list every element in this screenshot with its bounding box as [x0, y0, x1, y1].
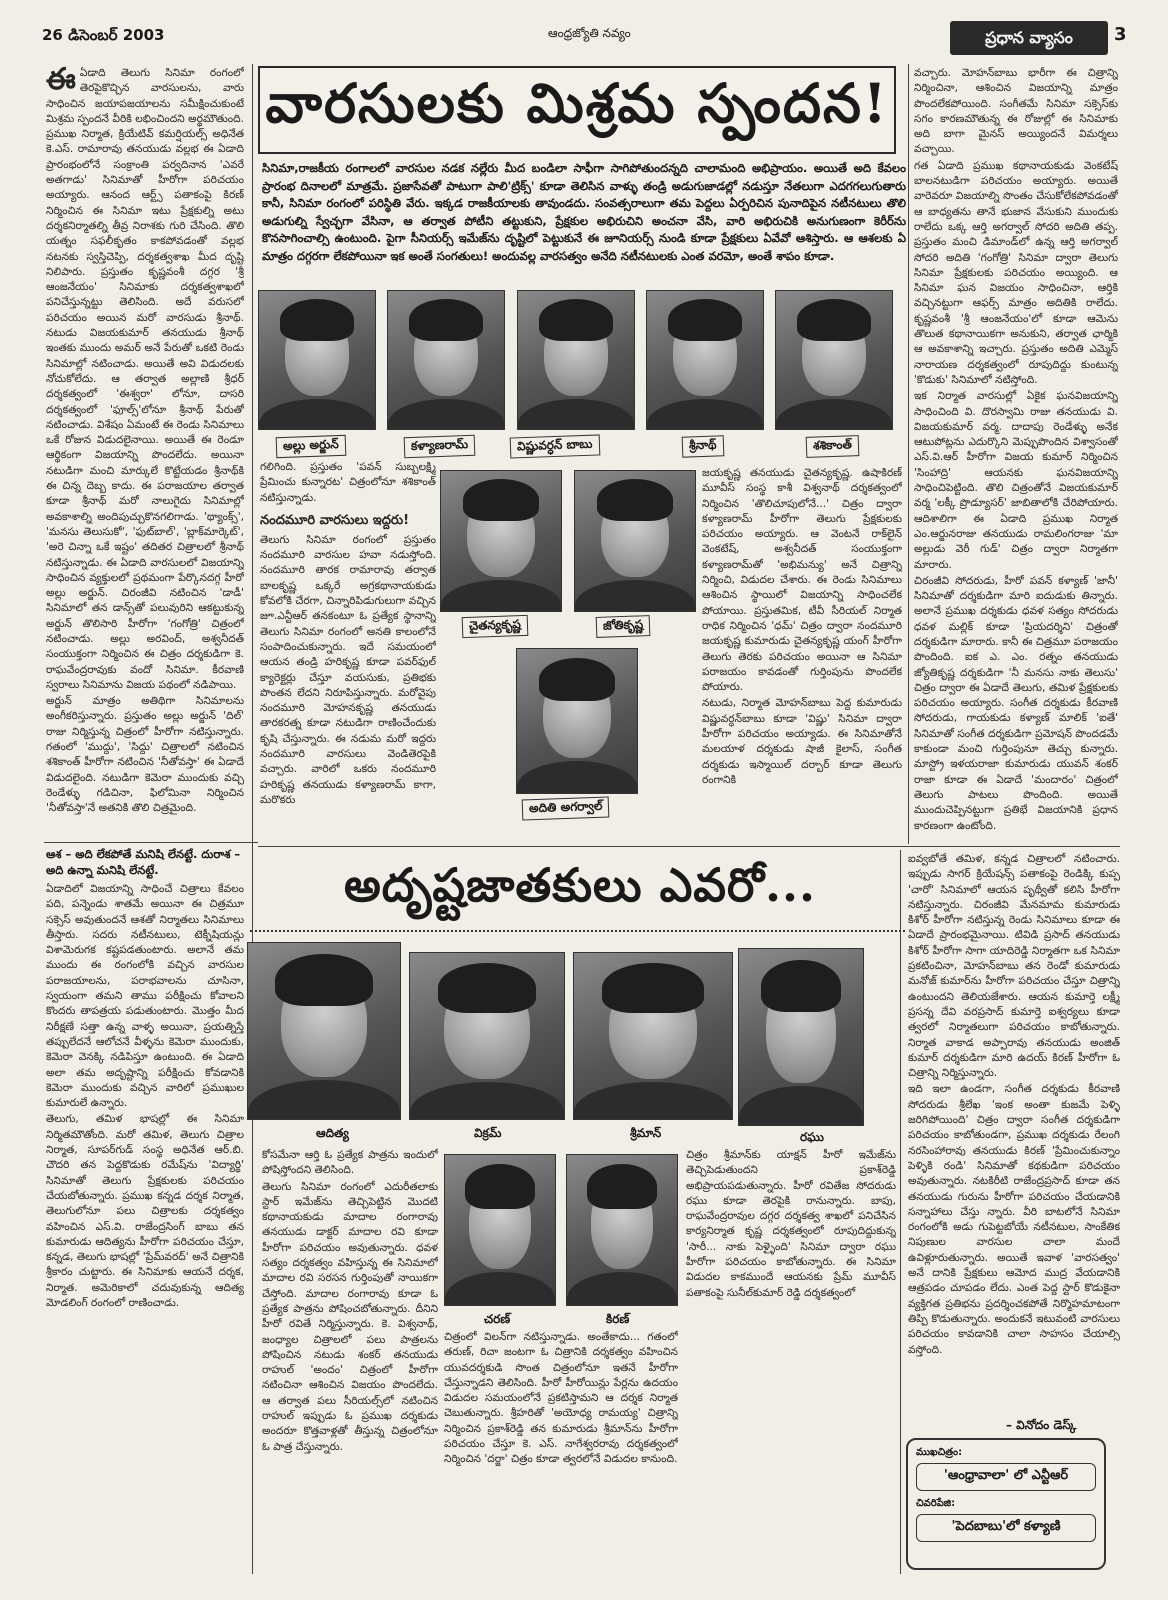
right-column — [914, 66, 1118, 842]
caption-sriman: శ్రీమాన్ — [630, 1126, 662, 1140]
middle-left-para-1: గలిగింది. ప్రస్తుతం 'పవన్ సుబ్బలక్ష్మి ప్రేమించు కున్నారట' చిత్రంలోనూ శశికాంత్ నటిస్తున్నాడు. — [260, 461, 436, 504]
photo-vikram — [409, 952, 565, 1120]
right-para-2: గత ఏడాది ప్రముఖ కథానాయకుడు వెంకటేష్ బాలనటుడిగా పరిచయం అయ్యారు. అయితే వారెవరూ విజయాల్ని సొంతం చేసుకోలేకపోవడంతో ఆ బాధ్యతను తానే భుజాన వేసుకుని ముందుకు రాలేదు ఒక్క ఆర్తి అగర్వాల్ సోదరి అదితి తప్ప. ప్రస్తుతం మంచి డిమాండ్‌లో ఉన్న ఆర్తి అగర్వాల్ సోదరి అదితి 'గంగోత్రి' సినిమా ద్వారా తెలుగు సినిమా ప్రేక్షకులకు పరిచయం అయ్యింది. ఆ సినిమా ఘన విజయం సాధించినా, ఆర్తికి వచ్చినట్టుగా ఆఫర్స్ మాత్రం అదితికి రాలేదు. కృష్ణవంశీ 'శ్రీ ఆంజనేయం'లో కూడా ఆమెను తొలుత కథానాయికగా అనుకుని, తర్వాత ఛార్మికి ఆ అవకాశాన్ని ఇచ్చారు. ప్రస్తుతం అదితి ఎమ్మెస్ నారాయణ దర్శకత్వంలో రూపుదిద్దు కుంటున్న 'కొడుకు' సినిమాలో నటిస్తోంది. — [914, 159, 1118, 386]
middle-right-para-2: నటుడు, నిర్మాత మోహన్‌బాబు పెద్ద కుమారుడు విష్ణువర్ధన్‌బాబు కూడా 'విష్ణు' సినిమా ద్వారా హీరోగా పరిచయం అయ్యాడు. ఈ సినిమాతోనే మలయాళ దర్శకుడు షాజీ కైలాస్, సంగీత దర్శకుడు ఇస్మాయిల్ దర్బార్ కూడా తెలుగు రంగానికి — [702, 697, 902, 786]
bottom-right-column — [908, 852, 1120, 1412]
second-headline: అదృష్టజాతకులు ఎవరో... — [343, 858, 816, 912]
photo-sriman — [573, 952, 733, 1120]
middle-left-column — [260, 460, 436, 838]
page-header — [38, 24, 1138, 46]
left-divider — [44, 842, 258, 843]
photo-kiran — [566, 1154, 678, 1306]
caption-charan: చరణ్ — [484, 1312, 511, 1326]
boxout-title-lastpage: 'పెదబాబు'లో కళ్యాణి — [916, 1514, 1096, 1542]
caption-allu-arjun: అల్లు అర్జున్ — [276, 435, 346, 458]
photo-vishnuvardhan — [517, 290, 635, 430]
publication-name: ఆంధ్రజ్యోతి నవ్యం — [548, 26, 631, 40]
section-title: ప్రధాన వ్యాసం — [950, 21, 1108, 55]
boxout-label-cover: ముఖచిత్రం: — [916, 1447, 963, 1458]
byline-signature: – వినోదం డెస్క్ — [1006, 1418, 1077, 1432]
right-para-4: చిరంజీవి సోదరుడు, హీరో పవన్ కళ్యాణ్ 'జానీ' సినిమాతో దర్శకుడిగా మారి ఐదుడుకు తిన్నారు. అలానే ప్రముఖ దర్శకుడు ధవళ సత్యం సోదరుడు ధవళ మల్లిక్ కూడా 'ప్రియదర్శిని' చిత్రంతో దర్శకుడిగా మారారు. కానీ ఈ చిత్రమూ పరాజయం పొందింది. ఐక ఎ. ఎం. రత్నం తనయుడు జ్యోతికృష్ణ దర్శకుడిగా 'నీ మనసు నాకు తెలుసు' చిత్రం ద్వారా ఈ ఏడాదే తెలుగు, తమిళ ప్రేక్షకులకు పరిచయం అయ్యారు. సంగీత దర్శకుడు కీరవాణి సోదరుడు, గాయకుడు కళ్యాణ్ మాలిక్ 'ఐతే' సినిమాతో సంగీత దర్శకుడిగా ప్రమోషన్ పొందడమే కాకుండా మంచి గుర్తింపునూ తెచ్చు కున్నారు. మాస్ట్రో ఇళయరాజా కుమారుడు యువన్ శంకర్ రాజా కూడా ఈ ఏడాదే 'మందారం' చిత్రంలో తెలుగు పాటలు పొందింది. అయితే ముందుచెప్పినట్టుగా ప్రతిభే విజయానికి ప్రధాన కారణంగా ఉంటోంది. — [914, 574, 1118, 832]
bottom-center-column — [444, 1330, 678, 1568]
left-column-top — [46, 66, 244, 840]
caption-kalyanram: కళ్యాణరామ్ — [404, 435, 476, 458]
right-para-3: ఇక నిర్మాత వారసుల్లో ఏకైక ఘనవిజయాన్ని సాధించింది వి. దొరస్వామి రాజు తనయుడు వి. విజయకుమార్ వర్మ. దాదాపు రెండేళ్ళు అనేక ఆటుపోట్లను ఎదుర్కొని మెప్పుపొందిన విశ్వాసంతో ఎస్.వి.ఆర్ హీరోగా విజయ కుమార్ నిర్మించిన 'సింహాద్రి' ఆయనకు ఘనవిజయాన్ని సాధించిపెట్టింది. తొలి చిత్రంతోనే విజయకుమార్ వర్మ 'లక్కీ ప్రొడ్యూసర్' జాబితాలోకి చేరిపోయారు. ఆదిశాలిగా ఈ ఏడాది ప్రముఖ నిర్మాత ఎం.ఆర్జునరాజు తనయుడు రామలింగరాజు 'మా అల్లుడు వెరీ గుడ్' చిత్రం ద్వారా నిర్మాతగా మారారు. — [914, 390, 1118, 571]
left-subhead: ఆశ – అది లేకపోతే మనిషి లేనట్టే. దురాశ – అది ఉన్నా మనిషి లేనట్టే. — [46, 847, 241, 877]
photo-sasikanth — [775, 290, 893, 430]
photo-srinath — [646, 290, 764, 430]
caption-chaitanyakrishna: చైతన్యకృష్ణ — [462, 615, 529, 638]
photo-chaitanyakrishna — [440, 470, 562, 612]
caption-aditi-agarwal: అదితి అగర్వాల్ — [522, 796, 610, 820]
photo-aditi-agarwal — [516, 648, 638, 794]
photo-allu-arjun — [258, 290, 376, 430]
bottom-right-para-2: ఇది ఇలా ఉండగా, సంగీత దర్శకుడు కీరవాణి సోదరుడు శ్రీలేఖ 'ఇంక అంతా కుజమే పెళ్ళి జరిగిపోయింది' చిత్రం ద్వారా సంగీత దర్శకుడిగా పరిచయం కాబోతుండగా, ప్రముఖ దర్శకుడు రేలంగి నరసింహారావు తనయుడు కిరణ్ 'ప్రేమించుకున్నాం పెళ్ళికి రండి' సినిమాతో కథకుడిగా పరిచయం అవుతున్నారు. నటకిరీటి రాజేంద్రప్రసాద్ కూడా తన తనయుడు గురును హీరోగా పరిచయం చేయడానికి సన్నాహాలు చేస్తు న్నారు. వీరి బాటలోనే సినిమా రంగంలోకి అడు గుపెట్టబోయే నటీనటుల, సాంకేతిక నిపుణుల వారసుల చాలా మందే ఉవిళ్లూరుతున్నారు. అయితే ఇవాళ 'వారసత్వం' అనే దానికి ప్రేక్షకులు ఆమోద ముద్ర వేయడానికి ఆత్రపడం చూపడం లేదు. ఎంత పెద్ద స్టార్ కొడుకైనా వ్యక్తిగత ప్రతిభను ప్రదర్శించకపోతే నిర్మొహమాటంగా తిప్పి కొడుతున్నారు. అందుకనే ఇటువంటి వారసులు పరిచయం కావడానికి చాలా సాహసం చేయాల్సి వస్తోంది. — [908, 1083, 1120, 1356]
boxout-label-lastpage: చివరిపేజి: — [916, 1498, 956, 1509]
drop-cap: ఈ — [46, 66, 76, 97]
caption-aditya: ఆదిత్య — [316, 1126, 349, 1140]
bottom-mid-left-para-2: తెలుగు సినిమా రంగంలో ఎదురీతలాకు స్టార్ ఇమేజ్‌ను తెచ్చిపెట్టిన మొదటి కథానాయకుడు మాదాల రంగారావు తనయుడు డాక్టర్ మాదాల రవి కూడా హీరోగా పరిచయం అవుతున్నారు. ధవళ సత్యం దర్శకత్వం వహిస్తున్న ఈ సినిమాలో మాదాల రవి సరసన గుర్తింపుతో నాయికగా చేస్తోంది. మాదాల రంగారావు కూడా ఓ ప్రత్యేక పాత్రను పోషించబోతున్నారు. దీనిని హీరో రవితే నిర్మిస్తున్నారు. కె. విశ్వనాథ్, జంధ్యాల చిత్రాలలో పలు పాత్రలను పోషించిన నటుడు శంకర్ తనయుడు రాహుల్ 'అందం' చిత్రంలో హీరోగా నటించినా ఆశించిన విజయం పొందలేదు. ఆ తర్వాత పలు సీరియల్స్‌లో నటించిన రాహుల్ ఇప్పుడు ఓ ప్రముఖ దర్శకుడు అందరూ కొత్తవాళ్లతో తీస్తున్న చిత్రంలోనూ ఓ పాత్ర చేస్తున్నారు. — [262, 1180, 438, 1453]
column-rule-bottom-right — [900, 850, 901, 1574]
bottom-middle-left-column — [262, 1148, 438, 1568]
caption-srinath: శ్రీనాథ్ — [682, 435, 724, 457]
column-rule-right — [908, 64, 909, 844]
bottom-mid-right-para-1: చిత్రం శ్రీమాన్‌కు యాక్షన్ హీరో ఇమేజ్‌ను తెచ్చిపెడుతుందని ప్రకాశ్‌రెడ్డి అభిప్రాయపడుతున్నారు. హీరో రవితేజ సోదరుడు రఘు కూడా తెరపైకి రానున్నారు. బాపు, రాఘవేంద్రరావుల దగ్గర దర్శకత్వ శాఖలో పనిచేసిన కార్యనిర్మాత కృష్ణ దర్శకత్వంలో రూపుదిద్దుకున్న 'సారీ... నాకు పెళ్ళైంది' సినిమా ద్వారా రఘు హీరోగా పరిచయం కాబోతున్నారు. ఈ సినిమా విడుదల కాకముందే ఆయనకు ప్రేమ్ మూవీస్ పతాకంపై సునీల్‌కుమార్ రెడ్డి దర్శకత్వంలో — [686, 1149, 896, 1299]
column-rule-left — [252, 64, 253, 1574]
bottom-center-para: చిత్రంలో విలన్‌గా నటిస్తున్నాడు. అంతేకాదు... గతంలో తరుణ్, రిచా జంటగా ఓ చిత్రానికి దర్శకత్వం వహించిన యువదర్శకుడి సొంత చిత్రంలోనూ ఇతనే హీరోగా చేస్తున్నాడని తెలిసింది. హీరో హీరోయిన్లు పేర్లను ఉదయం విడుదల సమయంలోనే ప్రకటిస్తామని ఆ దర్శక నిర్మాత చెబుతున్నారు. శ్రీహరితో 'అయోధ్య రామయ్య' చిత్రాన్ని నిర్మించిన ప్రకాశ్‌రెడ్డి తన కుమారుడు శ్రీమాన్‌ను హీరోగా పరిచయం చేస్తూ కె. ఎస్. నాగేశ్వరరావు దర్శకత్వంలో నిర్మించిన 'దర్జా' చిత్రం కూడా త్వరలోనే విడుదల కానుంది. — [444, 1331, 678, 1466]
caption-jothikrishna: జోతికృష్ణ — [596, 615, 651, 638]
middle-right-column — [702, 466, 902, 838]
boxout-title-cover: 'ఆంధ్రావాలా' లో ఎన్టీఆర్ — [916, 1463, 1096, 1491]
right-para-1: వచ్చారు. మోహన్‌బాబు భారీగా ఈ చిత్రాన్ని నిర్మించినా, ఆశించిన విజయాన్ని మాత్రం పొందలేకపోయింది. సంగీతమే సినిమా సక్సెస్‌కు సగం కారణమౌతున్న ఈ రోజుల్లో ఈ సినిమాకు అది బాగా మైనస్ అయ్యిందనే విమర్శలు వచ్చాయి. — [914, 67, 1118, 156]
left-para-3: ఏడాదిలో విజయాన్ని సాధించే చిత్రాలు కేవలం పది, పన్నెండు శాతమే అయినా ఈ చిత్రమూ సక్సెస్ అవుతుందనే ఆశతో నిర్మాతలు సినిమాలు తీస్తారు. సదరు నటీనటులు, టెక్నీషియన్లు విశామెరుగక కష్టపడతుంటారు. అలానే తమ ముందు ఈ రంగంలోకి వచ్చిన వారసుల పరాజయాలను, పరాభవాలను చూసినా, స్వయంగా తమని తాము పరీక్షించు కోవాలని కొందరు తాపత్రయ పడుతుంటారు. మొత్తం మీద నిరీక్షణే సత్తా ఉన్న వాళ్ళ అయినా, ప్రయత్నిస్తే తప్పులేదనే ఆలోచనే వీళ్ళను కెమెరా ముందుకు, కెమెరా వెనక్కి నడిపిస్తూ ఉంటుంది. ఈ ఏడాది అలా తమ అదృష్టాన్ని పరీక్షించు కోవడానికి కెమెరా ముందుకు వచ్చిన వారిలో ప్రముఖుల కుమారులే ఉన్నారు. — [46, 883, 244, 1110]
main-headline: వారసులకు మిశ్రమ స్పందన! — [258, 66, 896, 154]
left-para-4: తెలుగు, తమిళ భాషల్లో ఈ సినిమా నిర్మితమౌతోంది. మరో తమిళ, తెలుగు చిత్రాల నిర్మాత, సూపర్‌గుడ్ సంస్థ అధినేత ఆర్.బి. చౌదరి తన పెద్దకొడుకు రమేష్‌ను 'విద్యార్థి' సినిమాతో తెలుగు ప్రేక్షకులకు పరిచయం చేయబోతున్నారు. ప్రముఖ కన్నడ దర్శక నిర్మాత, తెలుగులోనూ పలు చిత్రాలకు దర్శకత్వం వహించిన ఎస్.వి. రాజేంద్రసింగ్ బాబు తన కుమారుడు ఆదిత్యను హీరోగా పరిచయం చేస్తూ, కన్నడ, తెలుగు భాషల్లో 'ప్రేమ్‌వరద్' అనే చిత్రానికి శ్రీకారం చుట్టారు. ఈ సినిమాకు ఆయనే దర్శక, నిర్మాత. అమెరికాలో చదువుకున్న ఆదిత్య మోడలింగ్ రంగంలో రాణించాడు. — [46, 1113, 244, 1310]
left-column-bottom — [46, 882, 244, 1562]
left-para-1: ఏడాది తెలుగు సినిమా రంగంలో తెరపైకొచ్చిన వారసులను, వారు సాధించిన జయాపజయాలను సమీక్షించుకుంటే మిశ్రమ స్పందనే వీరికి లభించిందని అర్థమౌతుంది. ప్రముఖ నిర్మాత, క్రియేటివ్ కమర్షియల్స్ అధినేత కె.ఎస్. రామారావు తనయుడు వల్లభ ఈ ఏడాది ప్రారంభంలోనే సంక్రాంతి పర్వదినాన 'ఎవరే అతగాడు' సినిమాతో హీరోగా పరిచయం అయ్యారు. ఆనంద ఆర్ట్స్ పతాకంపై కిరణ్ నిర్మించిన ఈ సినిమా ఇటు ప్రేక్షకుల్ని అటు దర్శకనిర్మాతల్ని తీవ్ర నిరాశకు గురి చేసింది. తొలి యత్నం సఫలీకృతం కాకపోవడంతో వల్లభ నటనకు స్వస్తిచెప్పి, దర్శకత్వశాఖ మీద దృష్టి నిలిపారు. ప్రస్తుతం కృష్ణవంశీ దగ్గర 'శ్రీ ఆంజనేయం' సినిమాకు దర్శకత్వశాఖలో పనిచేస్తున్నట్టు తెలిసింది. అదే వరుసలో పరిచయం అయిన మరో వారసుడు శ్రీనాథ్. నటుడు విజయకుమార్ తనయుడు శ్రీనాథ్ ఇంతకు ముందు అమర్ అనే పేరుతో ఒకటి రెండు సినిమాల్లో నటించాడు. అయితే అవి విడుదలకు నోచుకోలేదు. ఆ తర్వాత అల్లాణి శ్రీధర్ దర్శకత్వంలో 'ఈశ్వరా' లోనూ, దాసరి దర్శకత్వంలో 'ఫూల్స్'లోనూ శ్రీనాథ్ పేరుతో నటించాడు. విశేషం ఏమంటే ఈ రెండు సినిమాలు ఒకే రోజున విడుదలైనాయి. అయితే ఈ రెండూ ఆర్థికంగా విజయాన్ని పొందలేదు. అయినా నటుడిగా మంచి మార్కులే కొట్టేయడం శ్రీనాథ్‌కి ఈ చిన్న దెబ్బ కాదు. ఈ పరాజయాల తర్వాత కూడా శ్రీనాథ్ మరో నాలుగైదు సినిమాల్లో అవకాశాల్ని అందిపుచ్చుకొనగలిగాడు. 'థ్యాంక్స్', 'మనసు తెలుసుకో', 'ఫుట్‌బాల్', 'బ్లాక్‌మార్కెట్', 'అరె చిన్నా ఒకే ఇష్టం' తదితర చిత్రాలలో శ్రీనాథ్ నటిస్తున్నాడు. ఈ ఏడాది వారసులలో విజయాన్ని సాధించిన వ్యక్తులలో ప్రథమంగా పేర్కొనదగ్గ హీరో అల్లు అర్జున్. చిరంజీవి నటించిన 'డాడీ' సినిమాలో తన డాన్స్‌తో పలువురిని ఆకట్టుకున్న అర్జున్ తొలిసారి హీరోగా 'గంగోత్రి' చిత్రంలో నటించాడు. అల్లు అరవింద్, అశ్వనీదత్ సంయుక్తంగా నిర్మించిన ఈ చిత్రం దర్శకుడిగా కె. రాఘవేంద్రరావుకు వందో సినిమా. కీరవాణి స్వరాలు సినిమాను విజయ పథంలో నడిపాయి. — [46, 67, 244, 691]
headline2-underline — [250, 930, 905, 932]
caption-raghu: రఘు — [800, 1130, 824, 1144]
caption-vishnuvardhan: విష్ణువర్ధన్ బాబు — [510, 434, 600, 458]
lead-paragraph: సినిమా,రాజకీయ రంగాలలో వారసుల నడక నల్లేరు మీద బండిలా సాఫీగా సాగిపోతుందన్నది చాలామంది అభిప్రాయం. అయితే అది కేవలం ప్రారంభ దినాలలో మాత్రమే. ప్రజాసేవతో పాటుగా పాలి'ట్రిక్స్' కూడా తెలిసిన వాళ్ళు తండ్రి అడుగుజాడల్లో నడుస్తూ నేతలుగా ఎదగగలుగుతారు కానీ, సినిమా రంగంలో పరిస్థితి వేరు. ఇక్కడ రాజకీయాలకు తావుండదు. సంవత్సరాలుగా తమ పెద్దలు ఏర్పరిచిన పునాదిపైన నటీనటులు తొలి అడుగుల్ని స్వేచ్ఛగా వేసినా, ఆ తర్వాత పోటీని తట్టుకుని, ప్రేక్షకుల అభిరుచిని అంచనా వేసి, వారి అభిరుచికి అనుగుణంగా కెరీర్‌ను కొనసాగించాల్సి ఉంటుంది. పైగా సీనియర్స్ ఇమేజ్‌ను దృష్టిలో పెట్టుకునే ఈ జూనియర్స్ నుండి కూడా ప్రేక్షకులు ఏవేవో ఆశిస్తారు. ఆ ఆశలకు ఏ మాత్రం దగ్గరగా లేకపోయినా ఇక అంతే సంగతులు! అందువల్ల వారసత్వం అనేది నటీనటులకు ఎంత వరమో, అంతే శాపం కూడా. — [262, 161, 906, 263]
left-para-2: అర్జున్ మాత్రం అతిథిగా సినిమాలను అంగీకరిస్తున్నారు. ప్రస్తుతం అల్లు అర్జున్ 'దిల్' రాజు నిర్మిస్తున్న చిత్రంలో హీరోగా నటిస్తున్నారు. గతంలో 'ముద్దు', 'సిద్దు' చిత్రాలలో నటించిన శశికాంత్ హీరోగా నటించిన 'నీతోవస్తా' ఈ ఏడాదే విడుదలైంది. నటుడిగా కెమెరా ముందుకు వచ్చి రెండేళ్ళు గడిచినా, ఫిలోమినా నిర్మించిన 'నీతోవస్తా'నే అతనికి తొలి చిత్రమైంది. — [46, 695, 244, 815]
issue-date: 26 డిసెంబర్ 2003 — [42, 26, 165, 44]
middle-left-subhead: నందమూరి వారసులు ఇద్దరు! — [260, 512, 410, 528]
photo-kalyanram — [387, 290, 505, 430]
caption-kiran: కిరణ్ — [606, 1312, 630, 1326]
photo-charan — [444, 1154, 556, 1306]
contents-boxout — [906, 1438, 1106, 1570]
photo-jothikrishna — [574, 470, 696, 612]
photo-raghu — [738, 948, 864, 1126]
caption-vikram: విక్రమ్ — [474, 1126, 502, 1140]
bottom-right-para-1: ఐవ్వబోతే తమిళ, కన్నడ చిత్రాలలో నటించారు. ఇప్పుడు సాగర్ క్రియేషన్స్ పతాకంపై రెండిక్కి కుప్ప 'చారో' సినిమాలో ఆయన పృథ్వీతో కలిసి హీరోగా నటిస్తున్నారు. చిరంజీవి మేనమామ కుమారుడు కిశోర్ హీరోగా నటిస్తున్న రెండు సినిమాలు కూడా ఈ ఏడాదే ప్రారంభమైనాయి. టివిడి ప్రసాద్ తనయుడు కిశోర్ హీరోగా సాగా యాదిరెడ్డి నిర్మాతగా ఒక సినిమా ప్రకటించినా, మోహన్‌బాబు తన రెండో కుమారుడు మనోజ్ కుమార్‌ను హీరోగా పరిచయం చేస్తూ చిత్రాన్ని ఉంటుందని తెలియజేశారు. ఆయన కుమార్తె లక్ష్మీ ప్రసన్న దేవి వరప్రసాద్ కుమార్తె ఐశ్వర్యలు కూడా త్వరలో నిర్మాతలుగా పరిచయం కాబోతున్నారు. నిర్మాత వాకాడ అప్పారావు తనయుడు అంజిత్ కుమార్ దర్శకుడిగా మారి ఉదయ్ కిరణ్ హీరోగా ఓ చిత్రాన్ని నిర్మిస్తున్నారు. — [908, 853, 1120, 1080]
bottom-mid-left-para-1: కోసమేనా ఆర్తి ఓ ప్రత్యేక పాత్రను ఇందులో పోషిస్తోందని తెలిసింది. — [262, 1149, 438, 1177]
mid-page-divider — [258, 846, 1120, 847]
page-number: 3 — [1114, 24, 1127, 45]
caption-sasikanth: శశికాంత్ — [806, 435, 860, 458]
middle-right-para-1: జయకృష్ణ తనయుడు చైతన్యకృష్ణ. ఉషాకిరణ్ మూవీస్ సంస్థ కాశీ విశ్వనాథ్ దర్శకత్వంలో నిర్మించిన 'తొలిచూపులోనే...' చిత్రం ద్వారా కళ్యాణరామ్ హీరోగా తెలుగు ప్రేక్షకులకు పరిచయం అయ్యారు. ఆ వెంటనే రాక్‌లైన్ వెంకటేష్, అశ్వనీదత్ సంయుక్తంగా కళ్యాణరామ్‌తో 'అభిమన్యు' అనే చిత్రాన్ని నిర్మించి, విడుదల చేశారు. ఈ రెండు సినిమాలు ఆశించిన స్థాయిలో విజయాన్ని సాధించలేక పోయాయి. ప్రస్తుతమిక, టీవీ సీరియల్ నిర్మాత రాధిక నిర్మించిన 'ధమ్' చిత్రం ద్వారా నందమూరి జయకృష్ణ కుమారుడు చైతన్యకృష్ణ యంగ్ హీరోగా తెలుగు తెరకు పరిచయం అయినా ఆ సినిమా పరాజయం కావడంతో గుర్తింపును పొందలేక పోయారు. — [702, 467, 902, 694]
middle-left-para-2: తెలుగు సినిమా రంగంలో ప్రస్తుతం నందమూరి వారసుల హవా నడుస్తోంది. నందమూరి తారక రామారావు తర్వాత బాలకృష్ణ ఒక్కరే అగ్రకథానాయకుడు కోవలోకి చేరగా, చిన్నారిపిడుగులుగా వచ్చిన జూ.ఎన్టీఆర్ తనకంటూ ఓ ప్రత్యేక స్థానాన్ని తెలుగు సినిమా రంగంలో అనతి కాలంలోనే సంపాదించుకున్నారు. ఇదే సమయంలో ఆయన తండ్రి హరికృష్ణ కూడా పవర్‌ఫుల్ క్యారెక్టర్లు చేస్తూ వయసుకు, ప్రతిభకు పొంతన లేదని నిరూపిస్తున్నారు. మరోవైపు నందమూరి మోహనకృష్ణ తనయుడు తారకరత్న కూడా నటుడిగా రాణించేందుకు కృషి చేస్తున్నారు. ఈ నడుమ మరో ఇద్దరు నందమూరి వారసులు వెండితెరపైకి వచ్చారు. వారిలో ఒకరు నందమూరి హరికృష్ణ తనయుడు కళ్యాణరామ్ కాగా, మరొకరు — [260, 533, 436, 806]
photo-aditya — [247, 942, 401, 1120]
bottom-middle-right-column — [686, 1148, 896, 1568]
